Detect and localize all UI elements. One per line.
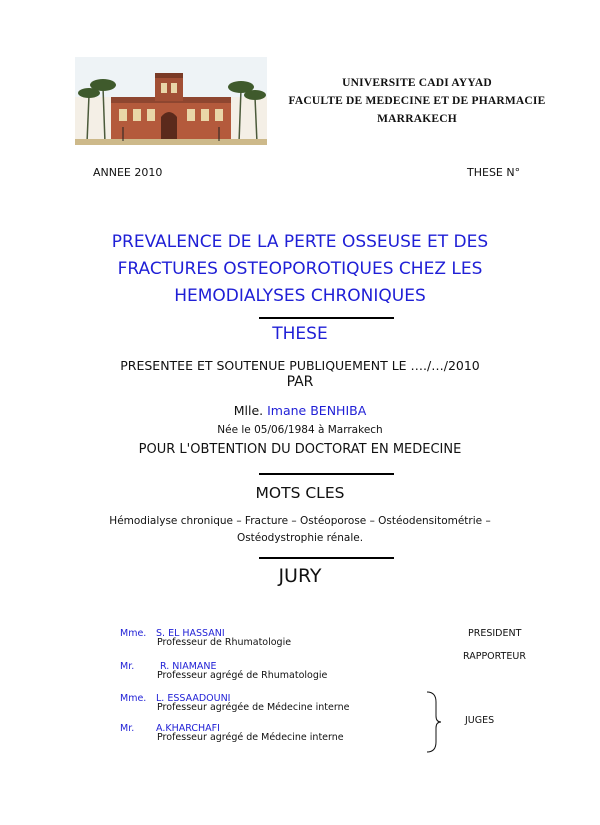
- jury-name: S. EL HASSANI: [156, 628, 225, 639]
- par-label: PAR: [286, 374, 314, 390]
- title-line-3: HEMODIALYSES CHRONIQUES: [174, 286, 426, 306]
- jury-name: R. NIAMANE: [160, 661, 217, 672]
- faculty-name: FACULTE DE MEDECINE ET DE PHARMACIE: [288, 95, 546, 107]
- keywords-text: [0, 513, 600, 547]
- jury-heading: JURY: [278, 565, 322, 587]
- title-line-2: FRACTURES OSTEOPOROTIQUES CHEZ LES: [117, 259, 483, 279]
- year-label: ANNEE 2010: [93, 166, 163, 179]
- title-line-1: PREVALENCE DE LA PERTE OSSEUSE ET DES: [111, 232, 489, 252]
- author-prefix: Mlle.: [233, 403, 264, 418]
- jury-role: Professeur agrégé de Médecine interne: [157, 732, 344, 743]
- jury-title: Mr.: [120, 723, 135, 734]
- keywords-line-1: Hémodialyse chronique – Fracture – Ostéoporose – Ostéodensitométrie –: [109, 515, 491, 527]
- faculty-building-logo: [75, 57, 267, 145]
- thesis-title: [0, 229, 600, 310]
- jury-role: Professeur agrégée de Médecine interne: [157, 702, 350, 713]
- presented-line: PRESENTEE ET SOUTENUE PUBLIQUEMENT LE …./…/2010: [120, 358, 480, 373]
- city-name: MARRAKECH: [377, 113, 457, 125]
- jury-title: Mr.: [120, 661, 135, 672]
- keywords-heading: MOTS CLES: [255, 484, 345, 502]
- jury-role: Professeur agrégé de Rhumatologie: [157, 670, 328, 681]
- degree-line: POUR L'OBTENTION DU DOCTORAT EN MEDECINE: [138, 442, 462, 457]
- juges-tag: JUGES: [465, 715, 495, 726]
- jury-role: Professeur de Rhumatologie: [157, 637, 292, 648]
- jury-name: A.KHARCHAFI: [156, 723, 220, 734]
- these-heading: THESE: [272, 324, 328, 344]
- author-name: Imane BENHIBA: [267, 403, 367, 418]
- author-birth: Née le 05/06/1984 à Marrakech: [217, 424, 383, 436]
- curly-brace-icon: [424, 690, 442, 758]
- jury-title: Mme.: [120, 693, 147, 704]
- university-name: UNIVERSITE CADI AYYAD: [342, 77, 492, 89]
- divider: [259, 317, 394, 319]
- rapporteur-tag: RAPPORTEUR: [463, 651, 526, 662]
- keywords-line-2: Ostéodystrophie rénale.: [236, 532, 364, 544]
- jury-title: Mme.: [120, 628, 147, 639]
- divider: [259, 557, 394, 559]
- jury-name: L. ESSAADOUNI: [156, 693, 231, 704]
- divider: [259, 473, 394, 475]
- author-line: [0, 403, 600, 418]
- thesis-number-label: THESE N°: [467, 166, 521, 179]
- president-tag: PRESIDENT: [468, 628, 522, 639]
